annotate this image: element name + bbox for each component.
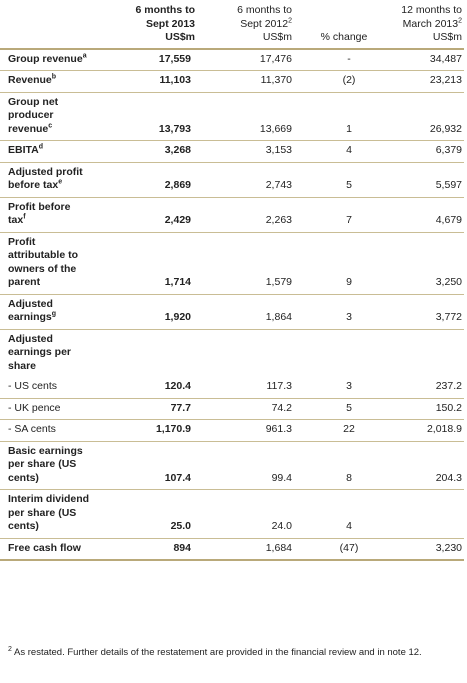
value-sept-2012 — [197, 329, 294, 377]
value-pct-change: 4 — [346, 520, 352, 532]
row-label: - UK pence — [8, 401, 61, 414]
row-label: - US cents — [8, 380, 58, 392]
value-pct-change: 8 — [346, 471, 352, 484]
table-row — [0, 294, 464, 329]
row-label: EBITA$^d$ — [8, 143, 44, 156]
value-sept-2013: 2,429 — [164, 214, 191, 226]
value-pct-change: 3 — [346, 380, 352, 392]
value-march-2013: 3,250 — [435, 276, 462, 288]
value-pct-change: 3 — [346, 311, 352, 323]
value-sept-2013: 11,103 — [159, 74, 191, 86]
value-march-2013: 23,213 — [429, 74, 462, 86]
value-pct-change: 1 — [346, 122, 352, 135]
value-sept-2012: 13,669 — [259, 122, 292, 135]
table-row — [0, 329, 464, 377]
table-row — [0, 377, 464, 398]
value-sept-2013: 3,268 — [164, 144, 191, 156]
value-pct-change: 5 — [346, 401, 352, 414]
value-march-2013: 237.2 — [435, 380, 462, 392]
table-body — [0, 49, 464, 561]
value-sept-2012: 24.0 — [271, 520, 292, 532]
row-label: Basic earnings per share (US cents) — [8, 444, 83, 484]
header-sept-2012: 6 months to Sept 2012$^2$ US$m — [237, 4, 292, 43]
value-sept-2012: 11,370 — [260, 74, 292, 86]
value-march-2013 — [372, 329, 464, 377]
value-pct-change: 7 — [346, 214, 352, 226]
value-march-2013: 204.3 — [435, 471, 462, 484]
value-march-2013: 150.2 — [435, 401, 462, 414]
value-march-2013: 3,230 — [435, 541, 462, 554]
row-label: Adjusted profit before tax$^e$ — [8, 165, 83, 191]
row-label: Free cash flow — [8, 541, 81, 554]
row-label: Profit attributable to owners of the parent — [8, 235, 78, 288]
footnote: $^2$ As restated. Further details of the restatement are provided in the financial review and in note 12. — [8, 645, 422, 658]
value-sept-2013: 17,559 — [158, 52, 191, 65]
table-row — [0, 141, 464, 163]
value-sept-2013: 2,869 — [164, 179, 191, 191]
table-row — [0, 420, 464, 442]
table-row — [0, 92, 464, 141]
table-row — [0, 71, 464, 93]
value-sept-2013: 25.0 — [170, 520, 191, 532]
value-sept-2012: 1,579 — [265, 276, 292, 288]
value-sept-2013: 1,170.9 — [155, 423, 191, 435]
value-pct-change — [294, 329, 372, 377]
value-sept-2012: 961.3 — [265, 423, 292, 435]
row-label: Group revenue$^a$ — [8, 52, 87, 65]
value-sept-2012: 117.3 — [266, 380, 292, 392]
row-label: Profit before tax$^f$ — [8, 200, 71, 226]
value-sept-2012: 1,864 — [265, 311, 292, 323]
value-march-2013: 26,932 — [429, 122, 462, 135]
table-row — [0, 232, 464, 294]
value-sept-2012: 17,476 — [259, 52, 292, 65]
table-row — [0, 398, 464, 420]
value-sept-2012: 3,153 — [265, 144, 292, 156]
value-sept-2013: 13,793 — [158, 122, 191, 135]
value-march-2013: 3,772 — [435, 311, 462, 323]
row-label: Adjusted earnings$^g$ — [8, 297, 57, 323]
value-sept-2013: 120.4 — [164, 380, 191, 392]
value-sept-2013: 1,714 — [164, 276, 191, 288]
value-pct-change: - — [347, 52, 351, 65]
row-label: Revenue$^b$ — [8, 73, 57, 86]
table-row — [0, 197, 464, 232]
value-pct-change: 22 — [343, 423, 355, 435]
value-sept-2013: 894 — [173, 541, 191, 554]
value-sept-2013 — [105, 329, 197, 377]
value-sept-2012: 1,684 — [265, 541, 292, 554]
value-march-2013: 34,487 — [429, 52, 462, 65]
table-row — [0, 441, 464, 490]
table-row — [0, 538, 464, 560]
row-label: Adjusted earnings per share — [8, 332, 72, 372]
table-row — [0, 490, 464, 539]
header-pct-change: % change — [320, 31, 368, 43]
value-sept-2012: 2,743 — [265, 179, 292, 191]
value-pct-change: (2) — [342, 74, 356, 86]
row-label: Interim dividend per share (US cents) — [8, 493, 90, 532]
value-sept-2013: 77.7 — [170, 401, 191, 414]
table-row — [0, 49, 464, 71]
value-pct-change: 9 — [346, 276, 352, 288]
row-label: Group net producer revenue$^c$ — [8, 95, 59, 135]
table-row — [0, 162, 464, 197]
header-label-col — [0, 0, 105, 49]
value-march-2013: 5,597 — [435, 179, 462, 191]
value-march-2013: 2,018.9 — [426, 423, 462, 435]
value-pct-change: 5 — [346, 179, 352, 191]
value-pct-change: 4 — [346, 144, 352, 156]
value-sept-2012: 2,263 — [265, 214, 292, 226]
value-pct-change: (47) — [339, 541, 359, 554]
value-sept-2012: 74.2 — [271, 401, 292, 414]
value-sept-2012: 99.4 — [271, 471, 292, 484]
value-sept-2013: 107.4 — [164, 471, 191, 484]
value-sept-2013: 1,920 — [164, 311, 191, 323]
row-label: - SA cents — [8, 423, 56, 435]
header-sept-2013: 6 months to Sept 2013 US$m — [135, 4, 195, 43]
value-march-2013: 6,379 — [435, 144, 462, 156]
header-march-2013: 12 months to March 2013$^2$ US$m — [401, 4, 462, 43]
value-march-2013: 4,679 — [435, 214, 462, 226]
header-row — [0, 0, 464, 49]
value-march-2013 — [372, 490, 464, 539]
